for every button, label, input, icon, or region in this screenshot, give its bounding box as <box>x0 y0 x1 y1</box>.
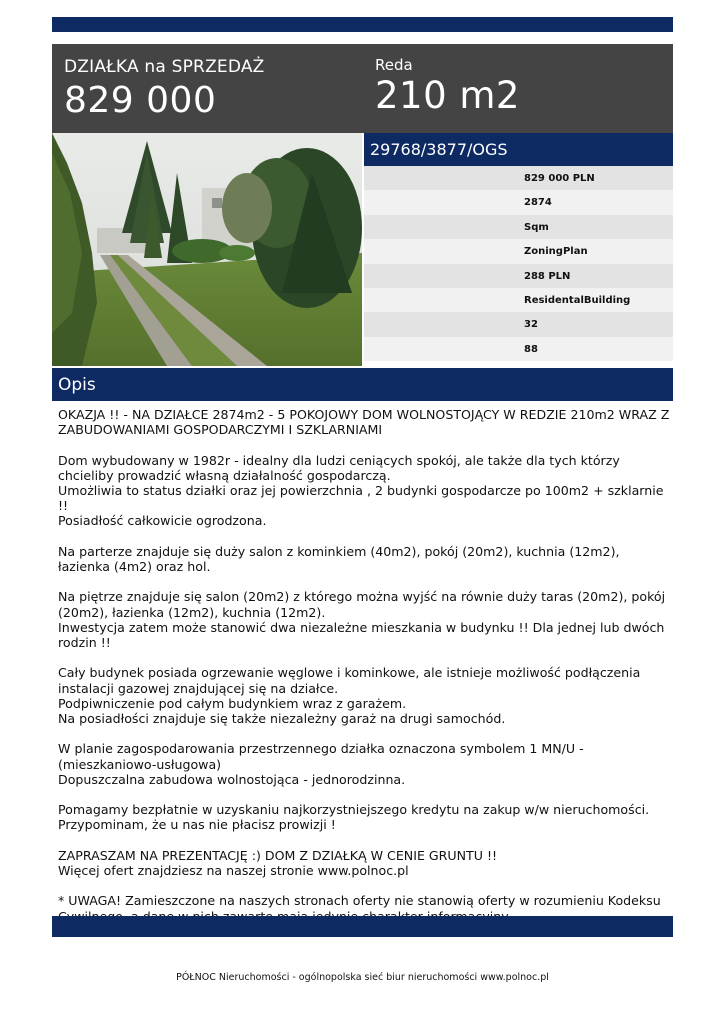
details-value: 288 PLN <box>524 270 571 282</box>
details-row <box>364 264 673 288</box>
details-row <box>364 288 673 312</box>
top-accent-bar <box>52 17 673 32</box>
description-line: Posiadłość całkowicie ogrodzona. <box>58 513 267 529</box>
description-body <box>58 407 670 924</box>
area: 210 m2 <box>375 74 520 117</box>
description-paragraph <box>58 407 670 437</box>
details-value: 88 <box>524 343 538 355</box>
description-line: Dom wybudowany w 1982r - idealny dla ludzi ceniących spokój, ale także dla tych którzy chcieliby prowadzić własną działalność gospodarczą. <box>58 452 620 483</box>
description-line: Dopuszczalna zabudowa wolnostojąca - jednorodzinna. <box>58 771 406 787</box>
city: Reda <box>375 56 413 74</box>
price: 829 000 <box>64 80 217 121</box>
footer-text: PÓŁNOC Nieruchomości - ogólnopolska sieć biur nieruchomości www.polnoc.pl <box>176 972 549 983</box>
description-line: Podpiwniczenie pod całym budynkiem wraz z garażem. <box>58 695 407 711</box>
details-row <box>364 312 673 336</box>
details-value: 32 <box>524 319 538 331</box>
description-line: Na piętrze znajduje się salon (20m2) z którego można wyjść na równie duży taras (20m2), pokój (20m2), łazienka (12m2), kuchnia (12m2). <box>58 589 666 620</box>
description-paragraph <box>58 544 670 574</box>
details-row <box>364 190 673 214</box>
details-value: 2874 <box>524 197 552 209</box>
offer-type: DZIAŁKA na SPRZEDAŻ <box>64 57 265 77</box>
description-paragraph <box>58 665 670 726</box>
description-line: Przypominam, że u nas nie płacisz prowizji ! <box>58 817 336 833</box>
reference-number-bar <box>364 133 673 166</box>
description-line: W planie zagospodarowania przestrzennego działka oznaczona symbolem 1 MN/U - (mieszkaniowo-usługowa) <box>58 741 584 772</box>
description-line: * UWAGA! Zamieszczone na naszych stronach oferty nie stanowią oferty w rozumieniu Kodeksu <box>58 893 661 909</box>
details-row <box>364 239 673 263</box>
bottom-accent-bar <box>52 916 673 937</box>
details-row <box>364 166 673 190</box>
details-row <box>364 215 673 239</box>
property-photo <box>52 133 362 366</box>
description-line: Na posiadłości znajduje się także niezależny garaż na drugi samochód. <box>58 711 506 726</box>
description-paragraph <box>58 453 670 529</box>
description-line: Inwestycja zatem może stanowić dwa niezależne mieszkania w budynku !! Dla jednej lub dwóch rodzin !! <box>58 619 665 650</box>
description-line: Więcej ofert znajdziesz na naszej stronie www.polnoc.pl <box>58 862 409 878</box>
reference-number: 29768/3877/OGS <box>370 140 508 159</box>
description-paragraph <box>58 802 670 832</box>
description-line: Pomagamy bezpłatnie w uzyskaniu najkorzystniejszego kredytu na zakup w/w nieruchomości. <box>58 802 650 818</box>
details-value: Sqm <box>524 221 549 233</box>
description-paragraph <box>58 741 670 787</box>
listing-header <box>52 44 673 133</box>
description-line: Na parterze znajduje się duży salon z kominkiem (40m2), pokój (20m2), kuchnia (12m2), łazienka (4m2) oraz hol. <box>58 543 620 574</box>
details-value: ResidentalBuilding <box>524 294 631 306</box>
description-paragraph <box>58 848 670 878</box>
details-row <box>364 337 673 361</box>
description-heading-bar <box>52 368 673 401</box>
details-value: 829 000 PLN <box>524 173 595 184</box>
details-table <box>364 166 673 361</box>
description-line: OKAZJA !! - NA DZIAŁCE 2874m2 - 5 POKOJOWY DOM WOLNOSTOJĄCY W REDZIE 210m2 WRAZ Z ZABUDOWANIAMI GOSPODARCZYMI I SZKLARNIAMI <box>58 407 670 438</box>
description-line: Cały budynek posiada ogrzewanie węglowe i kominkowe, ale istnieje możliwość podłączenia instalacji gazowej znajdującej się na działce. <box>58 665 641 696</box>
description-heading: Opis <box>58 375 96 395</box>
description-paragraph <box>58 589 670 650</box>
description-line: ZAPRASZAM NA PREZENTACJĘ :) DOM Z DZIAŁKĄ W CENIE GRUNTU !! <box>58 847 498 863</box>
description-line: Umożliwia to status działki oraz jej powierzchnia , 2 budynki gospodarcze po 100m2 + szklarnie !! <box>58 483 664 514</box>
details-value: ZoningPlan <box>524 246 588 258</box>
